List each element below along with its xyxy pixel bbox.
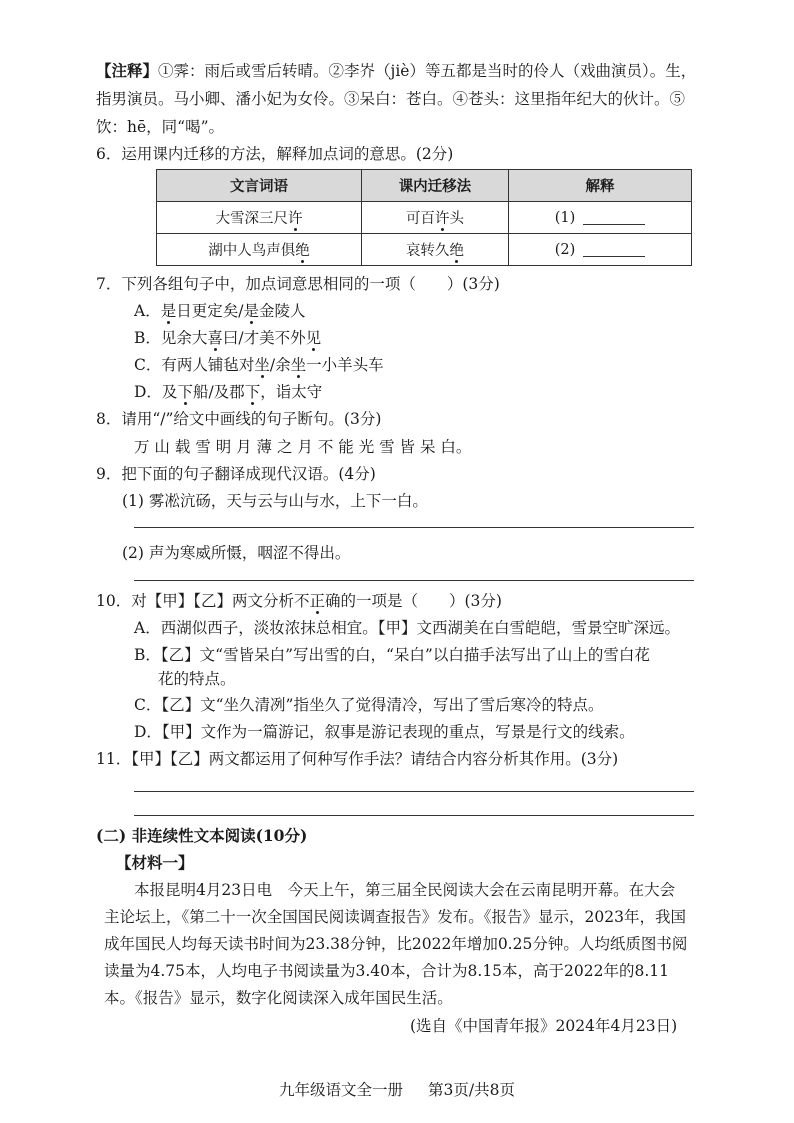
answer-blank[interactable] [583, 242, 645, 257]
answer-line[interactable] [134, 815, 694, 816]
note-label: 【注释】 [96, 61, 159, 80]
table-cell-answer[interactable]: (2) [508, 234, 691, 266]
material-paragraph-line: 主论坛上，《第二十一次全国国民阅读调查报告》发布。《报告》显示，2023年，我国 [104, 908, 686, 926]
page-footer [0, 1078, 794, 1100]
question-6-table [156, 169, 692, 266]
footer-page-number: 第3页/共8页 [428, 1081, 515, 1099]
answer-line[interactable] [134, 527, 694, 528]
table-cell-word: 湖中人鸟声俱绝 [157, 234, 362, 266]
question-9-sentence-2: (2) 声为寒威所慑，咽涩不得出。 [122, 544, 351, 562]
question-11-stem: 11．【甲】【乙】两文都运用了何种写作手法？请结合内容分析其作用。(3分) [96, 750, 619, 768]
question-10-option-a[interactable]: A．西湖似西子，淡妆浓抹总相宜。【甲】文西湖美在白雪皑皑，雪景空旷深远。 [134, 619, 680, 637]
question-7-option-b[interactable]: B．见余大喜曰/才美不外见 [134, 329, 322, 347]
note-line-3: 饮：hē，同“喝”。 [96, 118, 225, 136]
question-6-stem: 6．运用课内迁移的方法，解释加点词的意思。(2分) [96, 145, 454, 163]
question-7-option-c[interactable]: C．有两人铺毡对坐/余坐一小羊头车 [134, 356, 384, 374]
table-header-row [157, 170, 692, 202]
table-row [157, 202, 692, 234]
question-9-stem: 9．把下面的句子翻译成现代汉语。(4分) [96, 465, 376, 483]
question-7-option-d[interactable]: D．及下船/及郡下，诣太守 [134, 383, 323, 401]
question-7-option-a[interactable]: A．是日更定矣/是金陵人 [134, 302, 306, 320]
question-10-stem: 10．对【甲】【乙】两文分析不正确的一项是（ ）(3分) [96, 592, 502, 610]
question-8-stem: 8．请用“/”给文中画线的句子断句。(3分) [96, 410, 382, 428]
note-line-2: 指男演员。马小卿、潘小妃为女伶。③呆白：苍白。④苍头：这里指年纪大的伙计。⑤ [96, 90, 686, 108]
material-1-label: 【材料一】 [116, 853, 194, 872]
section-2-title: (二) 非连续性文本阅读(10分) [96, 826, 308, 845]
material-paragraph-line: 本。《报告》显示，数字化阅读深入成年国民生活。 [104, 989, 453, 1007]
table-cell-method: 哀转久绝 [361, 234, 508, 266]
material-source: (选自《中国青年报》2024年4月23日) [410, 1017, 678, 1035]
table-header: 文言词语 [157, 170, 362, 202]
table-header: 解释 [508, 170, 691, 202]
table-cell-answer[interactable]: (1) [508, 202, 691, 234]
material-paragraph-line: 成年国民人均每天读书时间为23.38分钟，比2022年增加0.25分钟。人均纸质图书阅 [104, 935, 688, 953]
question-10-option-b[interactable]: B．【乙】文“雪皆呆白”写出雪的白，“呆白”以白描手法写出了山上的雪白花 [134, 646, 650, 664]
table-cell-word: 大雪深三尺许 [157, 202, 362, 234]
question-9-sentence-1: (1) 雾凇沆砀，天与云与山与水，上下一白。 [122, 492, 428, 510]
question-8-sentence: 万 山 载 雪 明 月 薄 之 月 不 能 光 雪 皆 呆 白。 [134, 438, 472, 456]
table-header: 课内迁移法 [361, 170, 508, 202]
material-paragraph-line: 本报昆明4月23日电 今天上午，第三届全民阅读大会在云南昆明开幕。在大会 [134, 881, 676, 899]
answer-line[interactable] [134, 791, 694, 792]
table-cell-method: 可百许头 [361, 202, 508, 234]
answer-blank[interactable] [583, 210, 645, 225]
answer-line[interactable] [134, 580, 694, 581]
question-10-option-c[interactable]: C．【乙】文“坐久清冽”指坐久了觉得清冷，写出了雪后寒冷的特点。 [134, 696, 604, 714]
question-7-stem: 7．下列各组句子中，加点词意思相同的一项（ ）(3分) [96, 275, 500, 293]
material-paragraph-line: 读量为4.75本，人均电子书阅读量为3.40本，合计为8.15本，高于2022年的8.11 [104, 962, 669, 980]
question-10-option-d[interactable]: D．【甲】文作为一篇游记，叙事是游记表现的重点，写景是行文的线索。 [134, 723, 635, 741]
question-10-option-b-cont: 花的特点。 [158, 670, 236, 688]
footer-book: 九年级语文全一册 [279, 1081, 404, 1099]
table-row [157, 234, 692, 266]
note-line-1: 【注释】①霁：雨后或雪后转晴。②李岕（jiè）等五都是当时的伶人（戏曲演员）。生， [96, 61, 697, 80]
